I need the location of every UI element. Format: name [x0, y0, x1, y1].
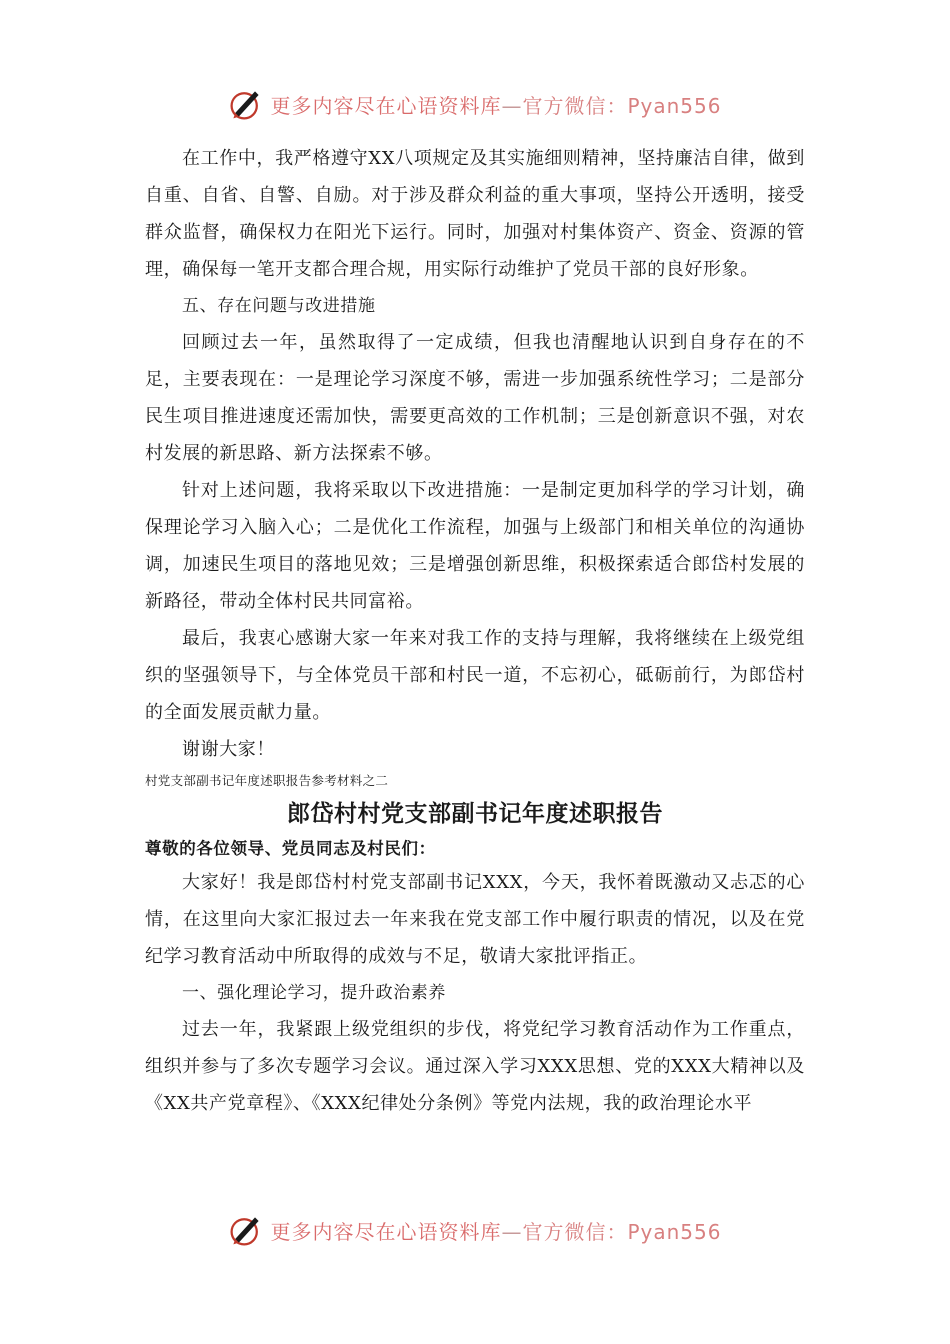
section-heading-5: 五、存在问题与改进措施 — [182, 296, 376, 316]
reference-note: 村党支部副书记年度述职报告参考材料之二 — [145, 773, 389, 788]
footer-banner-account: 官方微信：Pyan556 — [522, 1219, 722, 1244]
footer-banner-separator: — — [501, 1219, 523, 1244]
pen-logo-icon — [228, 86, 264, 122]
section-heading-1: 一、强化理论学习，提升政治素养 — [182, 983, 446, 1003]
banner-title: 更多内容尽在心语资料库 — [270, 93, 502, 118]
document-title: 郎岱村村党支部副书记年度述职报告 — [287, 801, 663, 827]
paragraph-integrity: 在工作中，我严格遵守XX八项规定及其实施细则精神，坚持廉洁自律，做到自重、自省、自警、自励。对于涉及群众利益的重大事项，坚持公开透明，接受群众监督，确保权力在阳光下运行。同时，加强对村集体资产、资金、资源的管理，确保每一笔开支都合理合规，用实际行动维护了党员干部的良好形象。 — [145, 148, 805, 280]
pen-logo-icon — [228, 1212, 264, 1248]
paragraph-closing: 谢谢大家！ — [182, 739, 275, 760]
paragraph-measures: 针对上述问题，我将采取以下改进措施：一是制定更加科学的学习计划，确保理论学习入脑入心；二是优化工作流程，加强与上级部门和相关单位的沟通协调，加速民生项目的落地见效；三是增强创新思维，积极探索适合郎岱村发展的新路径，带动全体村民共同富裕。 — [145, 480, 805, 612]
footer-banner-title: 更多内容尽在心语资料库 — [270, 1219, 502, 1244]
paragraph-problems: 回顾过去一年，虽然取得了一定成绩，但我也清醒地认识到自身存在的不足，主要表现在：一是理论学习深度不够，需进一步加强系统性学习；二是部分民生项目推进速度还需加快，需要更高效的工作机制；三是创新意识不强，对农村发展的新思路、新方法探索不够。 — [145, 332, 805, 464]
header-banner — [0, 84, 950, 124]
paragraph-intro: 大家好！我是郎岱村村党支部副书记XXX，今天，我怀着既激动又忐忑的心情，在这里向大家汇报过去一年来我在党支部工作中履行职责的情况，以及在党纪学习教育活动中所取得的成效与不足，敬请大家批评指正。 — [145, 872, 805, 967]
document-body — [145, 140, 805, 1122]
banner-separator: — — [501, 93, 523, 118]
banner-account: 官方微信：Pyan556 — [522, 93, 722, 118]
salutation: 尊敬的各位领导、党员同志及村民们： — [145, 839, 436, 858]
footer-banner — [0, 1210, 950, 1250]
paragraph-theory: 过去一年，我紧跟上级党组织的步伐，将党纪学习教育活动作为工作重点，组织并参与了多次专题学习会议。通过深入学习XXX思想、党的XXX大精神以及《XX共产党章程》、《XXX纪律处分条例》等党内法规，我的政治理论水平 — [145, 1019, 805, 1114]
paragraph-thanks: 最后，我衷心感谢大家一年来对我工作的支持与理解，我将继续在上级党组织的坚强领导下，与全体党员干部和村民一道，不忘初心，砥砺前行，为郎岱村的全面发展贡献力量。 — [145, 628, 805, 723]
